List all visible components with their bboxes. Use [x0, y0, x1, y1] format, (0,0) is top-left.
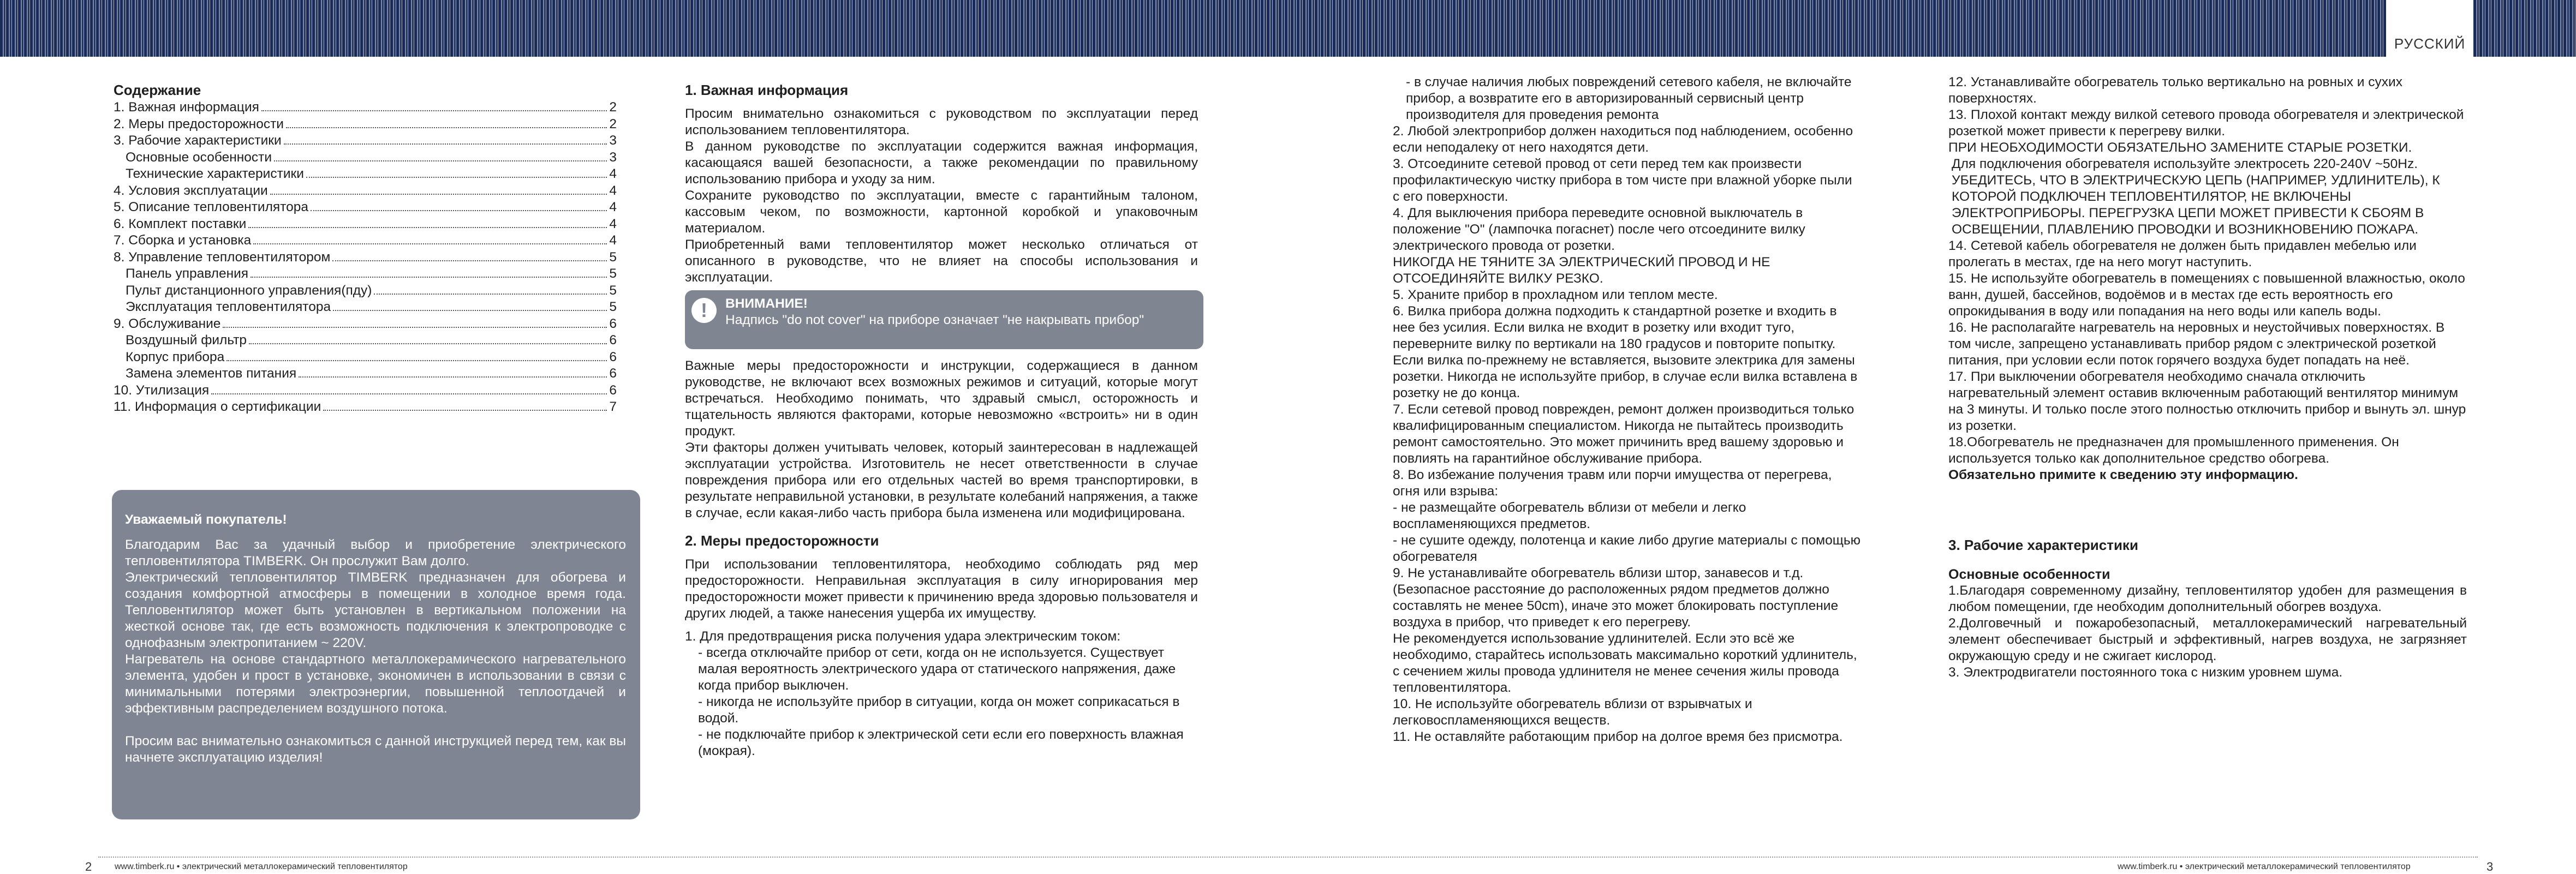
toc-dot-leader: [311, 210, 607, 211]
toc-entry: [114, 166, 617, 183]
toc-entry-label: 5. Описание тепловентилятора: [114, 200, 308, 214]
toc-entry-label: 7. Сборка и установка: [114, 233, 252, 248]
list-item: 11. Не оставляйте работающим прибор на долгое время без присмотра.: [1393, 729, 1843, 744]
list-item: 14. Сетевой кабель обогревателя не должен быть придавлен мебелью или пролегать в местах, где на него могут наступить.: [1948, 238, 2417, 270]
toc-entry-page: 4: [609, 183, 617, 198]
page-number-right: 3: [2486, 860, 2494, 873]
toc-entry: [114, 133, 617, 149]
toc-title: Содержание: [114, 82, 201, 98]
toc-entry: [114, 216, 617, 233]
toc-entry-page: 6: [609, 349, 617, 364]
toc-dot-leader: [332, 260, 607, 261]
toc-entry-page: 7: [609, 399, 617, 414]
paragraph: В данном руководстве по эксплуатации содержится важная информация, касающаяся вашей безопасности, а также рекомендации по правильному использованию прибора и уходу за ним.: [685, 139, 1198, 187]
toc-entry: [114, 99, 617, 116]
toc-entry-label: 6. Комплект поставки: [114, 216, 247, 231]
list-item: 17. При выключении обогревателя необходимо сначала отключить нагревательный элемент оставив включенным работающий вентилятор минимум на 3 минуты. И только после этого полностью отключить прибор и вынуть эл. шнур из розетки.: [1948, 369, 2466, 433]
paragraph: Просим внимательно ознакомиться с руководством по эксплуатации перед использованием тепловентилятора.: [685, 106, 1198, 137]
toc-entry: [114, 399, 617, 416]
list-item: 13. Плохой контакт между вилкой сетевого провода обогревателя и электрической розеткой может привести к перегреву вилки.: [1948, 107, 2464, 139]
toc-entry: [114, 316, 617, 333]
list-item: 7. Если сетевой провод поврежден, ремонт должен производиться только квалифицированным специалистом. Никогда не пытайтесь производить ремонт самостоятельно. Это может причинить вред вашему здоровью и повлиять на гарантийное обслуживание прибора.: [1393, 402, 1855, 466]
list-item: 12. Устанавливайте обогреватель только вертикально на ровных и сухих поверхностях.: [1948, 75, 2402, 106]
paragraph: Сохраните руководство по эксплуатации, вместе с гарантийным талоном, кассовым чеком, по возможности, картонной коробкой и упаковочным материалом.: [685, 188, 1198, 236]
list-item: - никогда не используйте прибор в ситуации, когда он может соприкасаться в водой.: [698, 695, 1180, 726]
caps-warning: ПРИ НЕОБХОДИМОСТИ ОБЯЗАТЕЛЬНО ЗАМЕНИТЕ СТАРЫЕ РОЗЕТКИ.: [1948, 140, 2412, 155]
toc-entry-page: 3: [609, 133, 617, 148]
toc-dot-leader: [323, 410, 607, 411]
subsection-heading: Основные особенности: [1948, 567, 2110, 582]
toc-entry-label: Воздушный фильтр: [126, 333, 247, 348]
warning-text: Надпись "do not cover" на приборе означает "не накрывать прибор": [725, 313, 1144, 327]
warning-title: ВНИМАНИЕ!: [725, 296, 808, 311]
paragraph: Для подключения обогревателя используйте электросеть 220-240V ~50Hz.: [1952, 157, 2418, 171]
toc-entry: [114, 299, 617, 316]
toc-entry: [114, 116, 617, 133]
buyer-box-title: Уважаемый покупатель!: [125, 512, 287, 527]
list-item: - всегда отключайте прибор от сети, когда он не используется. Существует малая вероятность электрического удара от статического напряжения, даже когда прибор выключен.: [698, 645, 1176, 693]
toc-dot-leader: [223, 327, 607, 328]
column-characteristics: [1948, 74, 2467, 681]
caps-warning: НИКОГДА НЕ ТЯНИТЕ ЗА ЭЛЕКТРИЧЕСКИЙ ПРОВОД И НЕ ОТСОЕДИНЯЙТЕ ВИЛКУ РЕЗКО.: [1393, 255, 1770, 286]
list-item: 2. Любой электроприбор должен находиться под наблюдением, особенно если неподалеку от него находятся дети.: [1393, 124, 1853, 155]
list-item: - не сушите одежду, полотенца и какие либо другие материалы с помощью обогревателя: [1393, 533, 1861, 564]
toc-entry-label: Корпус прибора: [126, 349, 225, 364]
toc-entry-label: 10. Утилизация: [114, 382, 210, 398]
toc-list: [114, 99, 617, 416]
toc-entry-label: 3. Рабочие характеристики: [114, 133, 282, 148]
toc-entry-page: 5: [609, 266, 617, 281]
buyer-box-paragraph: Благодарим Вас за удачный выбор и приобретение электрического тепловентилятора TIMBERK. Он прослужит Вам долго.: [125, 537, 626, 568]
toc-dot-leader: [226, 360, 607, 361]
toc-entry-page: 6: [609, 333, 617, 348]
toc-entry: [114, 149, 617, 166]
bold-notice: Обязательно примите к сведению эту информацию.: [1948, 468, 2298, 482]
toc-entry-label: Эксплуатация тепловентилятора: [126, 300, 331, 314]
list-item: 9. Не устанавливайте обогреватель вблизи штор, занавесов и т.д. (Безопасное расстояние до расположенных рядом предметов должно составлять не менее 50cm), иначе это может блокировать поступление воздуха в прибор, что приведет к его перегреву.: [1393, 566, 1839, 630]
paragraph: При использовании тепловентилятора, необходимо соблюдать ряд мер предосторожности. Неправильная эксплуатация в силу игнорирования мер предосторожности может привести к причинению вреда здоровью пользователя и других людей, а также нанесения ущерба их имуществу.: [685, 557, 1198, 621]
toc-dot-leader: [253, 243, 607, 244]
section-heading: 3. Рабочие характеристики: [1948, 537, 2138, 553]
list-item: 16. Не располагайте нагреватель на неровных и неустойчивых поверхностях. В том числе, запрещено устанавливать прибор рядом с электрической розеткой питания, при условии если поток горячего воздуха будет попадать на неё.: [1948, 320, 2445, 368]
toc-entry-page: 5: [609, 300, 617, 314]
toc-dot-leader: [286, 127, 607, 128]
buyer-box-paragraph: Нагреватель на основе стандартного металлокерамического нагревательного элемента, удобен и прост в установке, экономичен в использовании в связи с минимальными потерями электроэнергии, повышенной теплоотдачей и эффективным распределением воздушного потока.: [125, 652, 626, 716]
footer-divider: [98, 857, 2478, 858]
paragraph: Эти факторы должен учитывать человек, который заинтересован в надлежащей эксплуатации устройства. Изготовитель не несет ответственности в случае повреждения прибора или его отдельных частей во время транспортировки, в результате неправильной установки, в результате колебаний напряжения, а также в случае, если какая-либо часть прибора была изменена или модифицирована.: [685, 440, 1198, 520]
page-footer: [0, 854, 2576, 873]
list-item: - не подключайте прибор к электрической сети если его поверхность влажная (мокрая).: [698, 727, 1184, 758]
column-precautions-cont: [1393, 74, 1862, 745]
toc-entry-page: 4: [609, 216, 617, 231]
toc-entry: [114, 249, 617, 266]
toc-entry-page: 6: [609, 382, 617, 398]
buyer-box-paragraph: Просим вас внимательно ознакомиться с данной инструкцией перед тем, как вы начнете эксплуатацию изделия!: [125, 734, 626, 765]
list-item: 1.Благодаря современному дизайну, тепловентилятор удобен для размещения в любом помещении, где необходим дополнительный обогрев воздуха.: [1948, 583, 2467, 614]
toc-entry-page: 4: [609, 233, 617, 248]
toc-entry-label: Технические характеристики: [126, 166, 304, 181]
list-item: 3. Электродвигатели постоянного тока с низким уровнем шума.: [1948, 665, 2343, 680]
toc-entry: [114, 349, 617, 366]
toc-entry-label: 8. Управление тепловентилятором: [114, 249, 331, 265]
toc-entry: [114, 382, 617, 399]
exclamation-icon: !: [691, 298, 717, 323]
footer-text-right: www.timberk.ru • электрический металлокерамический тепловентилятор: [2118, 862, 2411, 871]
toc-entry-page: 6: [609, 316, 617, 331]
section-heading: 1. Важная информация: [685, 82, 849, 98]
list-item: 6. Вилка прибора должна подходить к стандартной розетке и входить в нее без усилия. Если вилка не входит в розетку или входит туго, переверните вилку по вертикали на 180 градусов и повторите попытку. Если вилка по-прежнему не вставляется, вызовите электрика для замены розетки. Никогда не используйте прибор, в случае если вилка вставлена в розетку не до конца.: [1393, 304, 1858, 400]
toc-entry-label: 1. Важная информация: [114, 100, 259, 115]
list-item: 18.Обогреватель не предназначен для промышленного применения. Он используется только как дополнительное средство обогрева.: [1948, 435, 2399, 466]
toc-entry-label: 4. Условия эксплуатации: [114, 183, 268, 198]
paragraph: 1. Для предотвращения риска получения удара электрическим током:: [685, 629, 1121, 644]
list-item: 8. Во избежание получения травм или порчи имущества от перегрева, огня или взрыва:: [1393, 468, 1832, 499]
toc-dot-leader: [306, 177, 607, 178]
list-item: 2.Долговечный и пожаробезопасный, металлокерамический нагревательный элемент обеспечивает быстрый и эффективный, нагрев воздуха, не загрязняет окружающую среду и не сжигает кислород.: [1948, 616, 2467, 663]
toc-entry-page: 4: [609, 166, 617, 181]
paragraph: Приобретенный вами тепловентилятор может несколько отличаться от описанного в руководстве, что не влияет на способы использования и эксплуатации.: [685, 237, 1198, 285]
list-item: 3. Отсоедините сетевой провод от сети перед тем как произвести профилактическую чистку прибора в том чисте при влажной уборке пыли с его поверхности.: [1393, 157, 1852, 204]
footer-text-left: www.timberk.ru • электрический металлокерамический тепловентилятор: [115, 862, 408, 871]
language-label: РУССКИЙ: [2386, 0, 2473, 57]
header-stripe-bar: [0, 0, 2576, 57]
toc-entry: [114, 283, 617, 300]
toc-dot-leader: [274, 160, 607, 161]
buyer-box-paragraph: Электрический тепловентилятор TIMBERK предназначен для обогрева и создания комфортной атмосферы в помещении в холодное время года. Тепловентилятор может быть установлен в вертикальном положении на жесткой основе так, где есть возможность подключения к электропроводке с однофазным электропитанием ~ 220V.: [125, 570, 626, 650]
section-heading: 2. Меры предосторожности: [685, 532, 879, 549]
buyer-notice-box: [112, 490, 640, 819]
toc-entry-page: 2: [609, 100, 617, 115]
toc-entry-label: 9. Обслуживание: [114, 316, 221, 331]
toc-entry: [114, 199, 617, 216]
toc-dot-leader: [211, 393, 607, 394]
toc-dot-leader: [374, 294, 607, 295]
toc-entry-label: 11. Информация о сертификации: [114, 399, 321, 414]
toc-entry-page: 5: [609, 283, 617, 298]
toc-dot-leader: [270, 194, 607, 195]
caps-warning: УБЕДИТЕСЬ, ЧТО В ЭЛЕКТРИЧЕСКУЮ ЦЕПЬ (НАПРИМЕР, УДЛИНИТЕЛЬ), К КОТОРОЙ ПОДКЛЮЧЕН ТЕПЛОВЕНТИЛЯТОР, НЕ ВКЛЮЧЕНЫ ЭЛЕКТРОПРИБОРЫ. ПЕРЕГРУЗКА ЦЕПИ МОЖЕТ ПРИВЕСТИ К СБОЯМ В ОСВЕЩЕНИИ, ПЛАВЛЕНИЮ ПРОВОДКИ И ВОЗНИКНОВЕНИЮ ПОЖАРА.: [1952, 173, 2440, 237]
toc-dot-leader: [333, 310, 607, 311]
toc-entry: [114, 266, 617, 283]
list-item: 15. Не используйте обогреватель в помещениях с повышенной влажностью, около ванн, душей, бассейнов, водоёмов и в местах где есть вероятность его опрокидывания в воду или попадания на него воды или капель воды.: [1948, 271, 2465, 319]
toc-entry-page: 4: [609, 200, 617, 214]
table-of-contents: [114, 82, 617, 416]
toc-entry: [114, 232, 617, 249]
toc-entry-label: 2. Меры предосторожности: [114, 116, 284, 131]
toc-dot-leader: [284, 143, 607, 145]
list-item: - в случае наличия любых повреждений сетевого кабеля, не включайте прибор, а возвратите его в авторизированный сервисный центр производителя для проведения ремонта: [1406, 75, 1852, 122]
list-item: 5. Храните прибор в прохладном или теплом месте.: [1393, 288, 1718, 302]
toc-entry-label: Основные особенности: [126, 149, 272, 165]
toc-dot-leader: [249, 343, 607, 344]
page-number-left: 2: [85, 860, 92, 873]
toc-entry: [114, 183, 617, 200]
toc-entry-page: 2: [609, 116, 617, 131]
toc-entry-label: Замена элементов питания: [126, 366, 297, 381]
toc-dot-leader: [251, 277, 607, 278]
toc-dot-leader: [299, 376, 607, 378]
toc-entry-label: Пульт дистанционного управления(пду): [126, 283, 372, 298]
toc-entry: [114, 366, 617, 382]
list-item: 10. Не используйте обогреватель вблизи от взрывчатых и легковоспламеняющихся веществ.: [1393, 697, 1752, 728]
toc-dot-leader: [261, 110, 607, 111]
paragraph: Важные меры предосторожности и инструкции, содержащиеся в данном руководстве, не включают всех возможных режимов и ситуаций, которые могут встречаться. Необходимо понимать, что здравый смысл, осторожность и тщательность являются факторами, которые невозможно «встроить» ни в один продукт.: [685, 358, 1198, 439]
toc-entry-page: 3: [609, 149, 617, 165]
toc-entry-page: 5: [609, 249, 617, 265]
column-important-info: [685, 82, 1198, 759]
toc-dot-leader: [248, 227, 607, 228]
warning-box: [685, 290, 1203, 349]
toc-entry-page: 6: [609, 366, 617, 381]
toc-entry: [114, 332, 617, 349]
list-item: Не рекомендуется использование удлинителей. Если это всё же необходимо, старайтесь использовать максимально короткий удлинитель, с сечением жилы провода удлинителя не менее сечения жилы провода тепловентилятора.: [1393, 631, 1857, 695]
list-item: - не размещайте обогреватель вблизи от мебели и легко воспламеняющихся предметов.: [1393, 500, 1746, 531]
toc-entry-label: Панель управления: [126, 266, 249, 281]
list-item: 4. Для выключения прибора переведите основной выключатель в положение "O" (лампочка погаснет) после чего отсоедините вилку электрического провода от розетки.: [1393, 206, 1805, 253]
